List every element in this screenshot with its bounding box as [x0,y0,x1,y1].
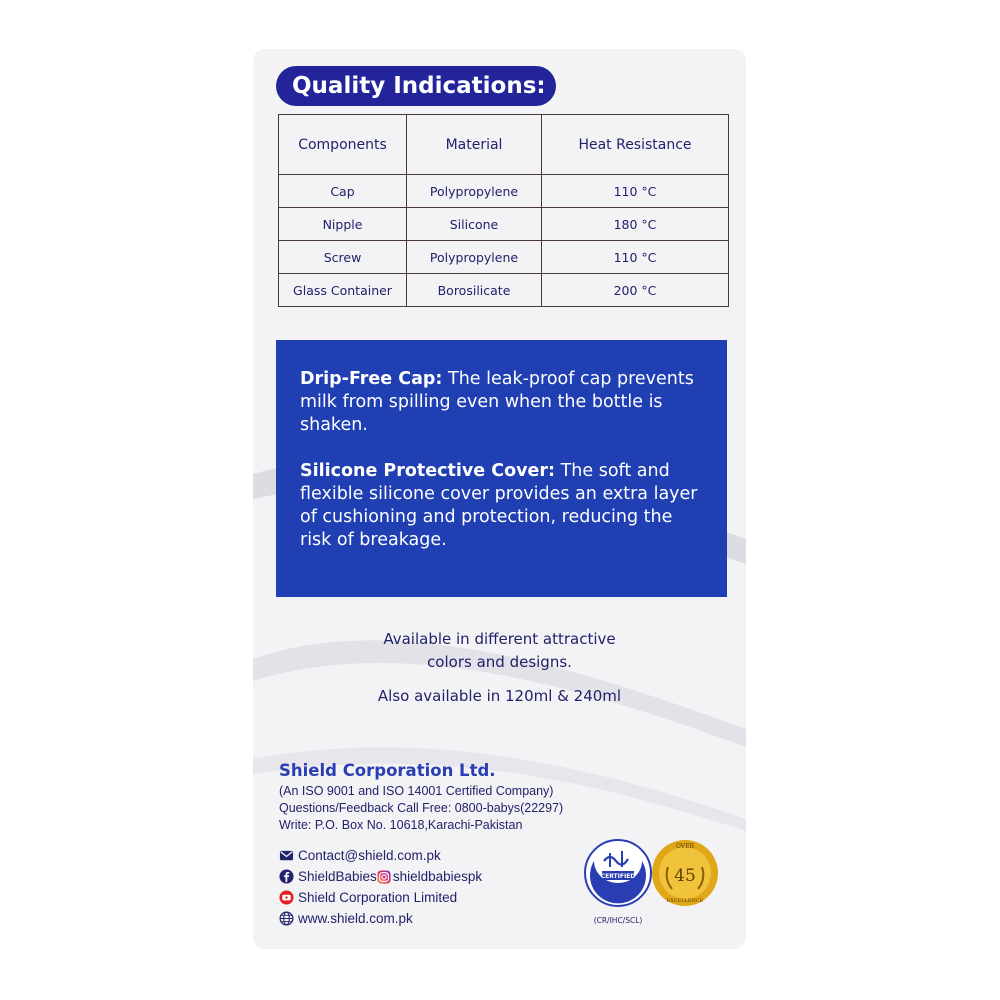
quality-title: Quality Indications: [276,66,556,106]
availability-sizes: Also available in 120ml & 240ml [377,687,622,705]
table-cell: 110 °C [542,175,729,208]
table-row [279,175,729,208]
table-cell: Polypropylene [407,175,542,208]
feature-text: The soft and flexible silicone cover provides an extra layer of cushioning and protection, reducing the risk of breakage. [300,461,698,550]
table-header-row [279,115,729,175]
globe-icon [279,911,294,926]
feature-text: The leak-proof cap prevents milk from spilling even when the bottle is shaken. [300,369,694,435]
table-cell: Glass Container [279,274,407,307]
instagram-icon [377,870,391,884]
column-header: Heat Resistance [542,115,729,175]
excellence-number: 45 [674,866,696,886]
table-cell: Nipple [279,208,407,241]
youtube-icon [279,890,294,905]
contact-list [279,845,482,929]
facebook-icon [279,869,294,884]
contact-website-row [279,908,482,929]
column-header: Material [407,115,542,175]
table-cell: Cap [279,175,407,208]
table-row [279,274,729,307]
facebook-handle[interactable]: ShieldBabies [298,869,377,884]
table-row [279,208,729,241]
halal-certified-logo [580,831,656,931]
excellence-seal [650,837,720,909]
excellence-top-text: OVER [675,843,695,850]
company-info [279,783,563,834]
youtube-channel[interactable]: Shield Corporation Limited [298,890,458,905]
company-address: Write: P.O. Box No. 10618,Karachi-Pakistan [279,818,523,832]
table-row [279,241,729,274]
table-cell: Silicone [407,208,542,241]
company-certification: (An ISO 9001 and ISO 14001 Certified Company) [279,784,554,798]
company-feedback: Questions/Feedback Call Free: 0800-babys(22297) [279,801,564,815]
quality-table [278,114,729,307]
table-cell: Screw [279,241,407,274]
contact-email[interactable]: Contact@shield.com.pk [298,848,441,863]
features-box [276,340,727,597]
feature-heading: Drip-Free Cap: [300,369,443,389]
table-cell: 110 °C [542,241,729,274]
table-cell: Borosilicate [407,274,542,307]
excellence-bottom-text: EXCELLENCE [666,898,704,904]
package-panel [253,49,746,949]
table-cell: 200 °C [542,274,729,307]
website-link[interactable]: www.shield.com.pk [298,911,413,926]
table-cell: 180 °C [542,208,729,241]
feature-silicone-cover [300,460,707,552]
envelope-icon [279,848,294,863]
company-name: Shield Corporation Ltd. [279,761,496,780]
availability-line-1: Available in different attractive [383,630,616,648]
halal-code: (CR/IHC/SCL) [593,916,643,925]
contact-youtube-row [279,887,482,908]
instagram-handle[interactable]: shieldbabiespk [392,869,483,884]
availability-line-2: colors and designs. [427,653,572,671]
feature-drip-free [300,368,707,437]
halal-label: CERTIFIED [600,873,636,880]
table-cell: Polypropylene [407,241,542,274]
contact-email-row [279,845,482,866]
feature-heading: Silicone Protective Cover: [300,461,556,481]
column-header: Components [279,115,407,175]
contact-social-row [279,866,482,887]
